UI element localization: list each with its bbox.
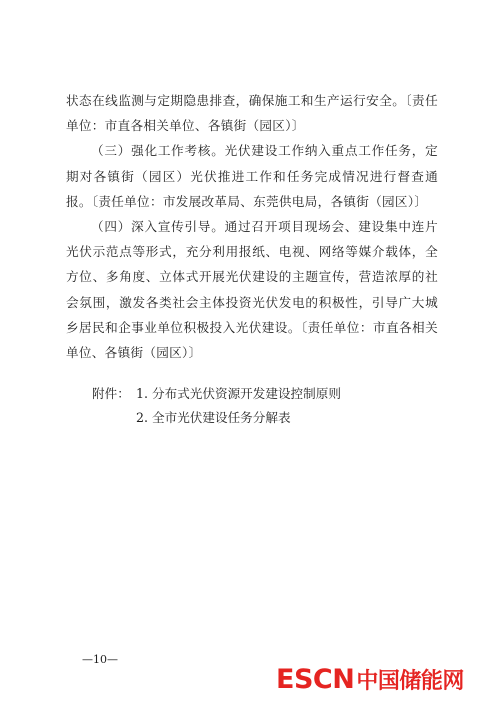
attachment-item <box>92 382 341 406</box>
body-text <box>66 88 438 365</box>
attachment-item-text: 2. 全市光伏建设任务分解表 <box>136 410 291 425</box>
escn-watermark-logo <box>276 664 464 695</box>
attachments-label: 附件： <box>92 386 130 401</box>
attachments-list <box>92 382 341 430</box>
attachment-item <box>92 406 341 430</box>
paragraph-publicity-guidance: （四）深入宣传引导。通过召开项目现场会、建设集中连片光伏示范点等形式，充分利用报纸、电视、网络等媒介载体，全方位、多角度、立体式开展光伏建设的主题宣传，营造浓厚的社会氛围，激发各类社会主体投资光伏发电的积极性，引导广大城乡居民和企事业单位积极投入光伏建设。〔责任单位：市直各相关单位、各镇街（园区）〕 <box>66 219 438 361</box>
paragraph-strengthen-assessment: （三）强化工作考核。光伏建设工作纳入重点工作任务，定期对各镇街（园区）光伏推进工作和任务完成情况进行督查通报。〔责任单位：市发展改革局、东莞供电局，各镇街（园区）〕 <box>66 143 438 209</box>
watermark-latin-text: ESCN <box>276 664 355 695</box>
attachment-item-text: 1. 分布式光伏资源开发建设控制原则 <box>136 386 341 401</box>
page-number: —10— <box>82 653 118 666</box>
paragraph-continuation: 状态在线监测与定期隐患排查，确保施工和生产运行安全。〔责任单位：市直各相关单位、各镇街（园区）〕 <box>66 93 438 134</box>
watermark-cjk-text: 中国储能网 <box>356 669 464 694</box>
